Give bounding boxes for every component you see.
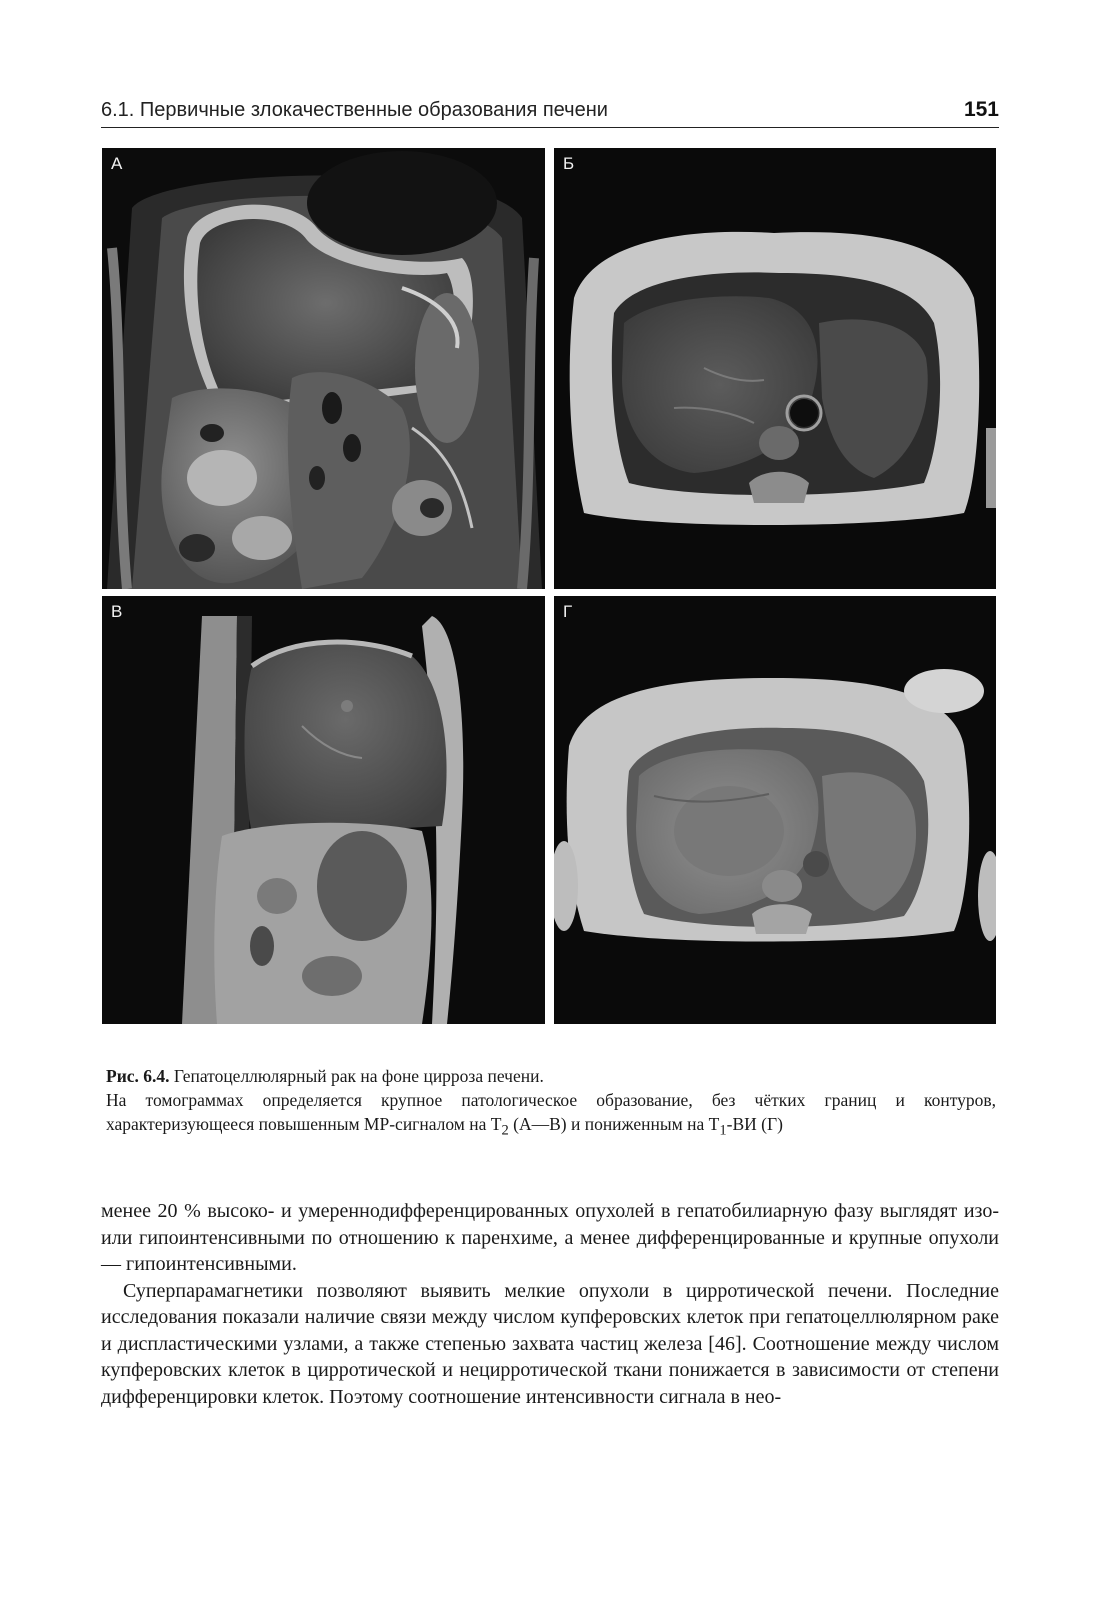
sagittal-mri-image xyxy=(102,596,545,1024)
axial-mri-image xyxy=(554,148,996,589)
caption-sub-1: 2 xyxy=(501,1122,509,1139)
mri-panel-b xyxy=(554,148,996,589)
caption-description xyxy=(106,1088,996,1143)
panel-letter-a: А xyxy=(111,154,123,173)
mri-panel-v xyxy=(102,596,545,1024)
panel-letter-v: В xyxy=(111,602,123,621)
running-head xyxy=(101,97,999,128)
mri-panel-g xyxy=(554,596,996,1024)
caption-heading xyxy=(106,1064,996,1088)
mri-panel-a xyxy=(102,148,545,589)
paragraph-1: менее 20 % высоко- и умереннодифференцированных опухолей в гепатобилиарную фазу выглядят изо- или гипоинтенсивными по отношению к паренхиме, а менее дифференцированные и крупные опухоли — гипоинтенсивными. xyxy=(101,1200,999,1275)
caption-text-2: (А—В) и пониженным на T xyxy=(508,1114,720,1134)
caption-title: Гепатоцеллюлярный рак на фоне цирроза печени. xyxy=(173,1066,544,1086)
caption-text-1: На томограммах определяется крупное патологическое образование, без чётких границ и контуров, характеризующееся повышенным МР-сигналом на T xyxy=(106,1090,996,1134)
running-title: 6.1. Первичные злокачественные образования печени xyxy=(101,99,608,121)
body-text xyxy=(101,1198,999,1410)
page-number: 151 xyxy=(963,98,999,121)
coronal-mri-image xyxy=(102,148,545,589)
figure-mri-grid xyxy=(102,148,996,1024)
paragraph-2: Суперпарамагнетики позволяют выявить мелкие опухоли в цирротической печени. Последние исследования показали наличие связи между числом купферовских клеток при гепатоцеллюлярном раке и диспластическими узлами, а также степенью захвата частиц железа [46]. Соотношение между числом купферовских клеток в цирротической и нецирротической ткани понижается в зависимости от степени дифференцировки клеток. Поэтому соотношение интенсивности сигнала в нео- xyxy=(101,1279,999,1408)
caption-label: Рис. 6.4. xyxy=(106,1066,170,1086)
figure-caption xyxy=(106,1064,996,1143)
panel-letter-b: Б xyxy=(563,154,575,173)
caption-sub-2: 1 xyxy=(719,1122,727,1139)
axial-mri-t1-image xyxy=(554,596,996,1024)
panel-letter-g: Г xyxy=(563,602,573,621)
caption-text-3: -ВИ (Г) xyxy=(726,1114,783,1134)
